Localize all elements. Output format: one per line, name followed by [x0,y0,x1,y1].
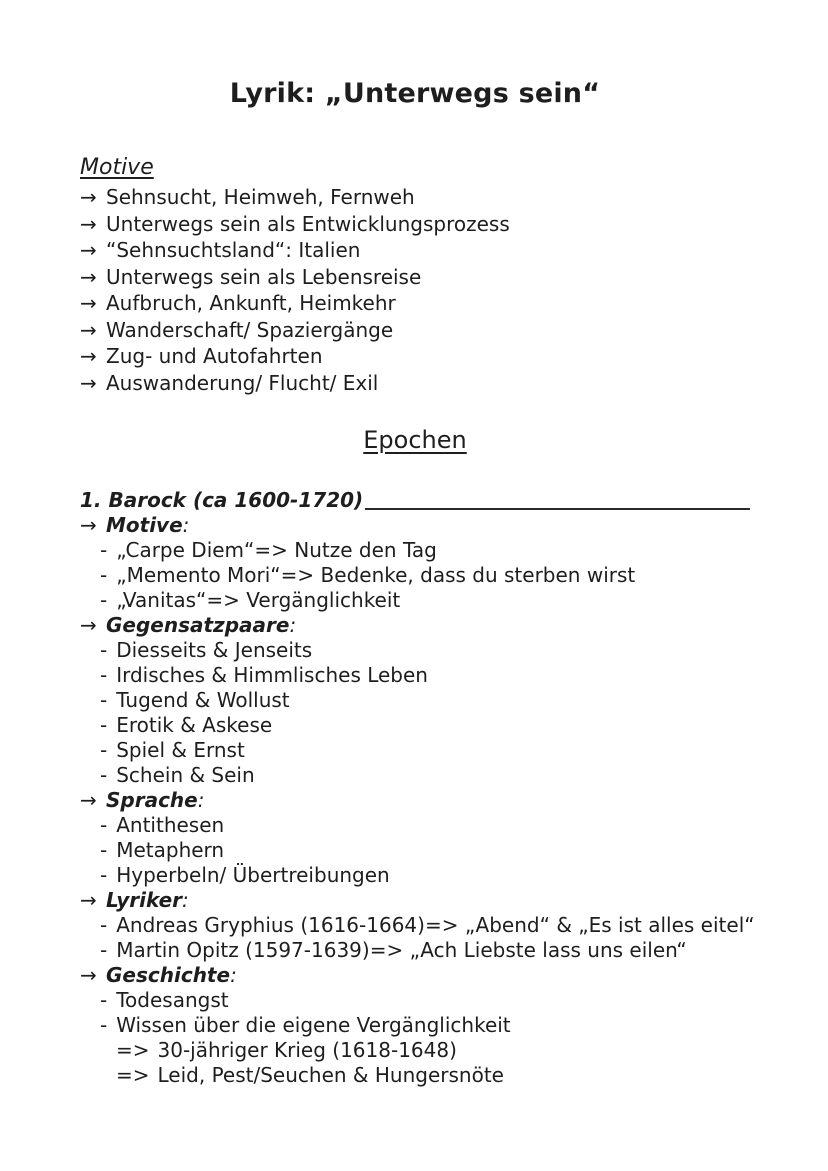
list-item [80,211,750,238]
colon: : [182,888,189,912]
dash-bullet: - [100,813,108,837]
list-item [80,1038,750,1063]
list-item [80,563,750,588]
list-item-text: Zug- und Autofahrten [106,344,323,368]
list-item [80,663,750,688]
arrow-bullet-icon: → [80,888,97,912]
list-item-text: “Sehnsuchtsland“: Italien [106,238,361,262]
dash-bullet: - [100,838,108,862]
list-item-text: 30-jähriger Krieg (1618-1648) [157,1038,457,1062]
dash-bullet: - [100,713,108,737]
arrow-bullet-icon: → [80,613,97,637]
list-item-text: Wissen über die eigene Vergänglichkeit [116,1013,511,1037]
subsection-list-motive [80,538,750,613]
list-item-text: Diesseits & Jenseits [116,638,313,662]
dash-bullet: - [100,763,108,787]
list-item [80,237,750,264]
subsection-heading-geschichte [80,963,750,988]
list-item-text: Unterwegs sein als Entwicklungsprozess [106,211,510,236]
arrow-bullet-icon: → [80,291,97,315]
list-item-text: „Carpe Diem“=> Nutze den Tag [116,538,437,562]
list-item [80,913,755,938]
list-item [80,343,750,370]
list-item-text: Tugend & Wollust [116,688,290,712]
list-item-text: Metaphern [116,838,225,862]
list-item [80,588,750,613]
subsection-label: Geschichte [106,963,231,987]
subsection-label: Lyriker [106,888,183,912]
colon: : [197,788,205,812]
list-item [80,763,750,788]
motive-list [80,184,750,396]
dash-bullet: - [100,563,108,587]
list-item-text: Spiel & Ernst [116,738,245,762]
list-item-text: Leid, Pest/Seuchen & Hungersnöte [157,1063,504,1087]
page-title: Lyrik: „Unterwegs sein“ [229,78,601,109]
era-heading-row [80,488,750,513]
list-item [80,838,750,863]
subsection-heading-sprache [80,788,750,813]
arrow-bullet-icon: → [80,963,97,987]
list-item-text: Hyperbeln/ Übertreibungen [116,863,390,887]
list-item-text: Andreas Gryphius (1616-1664)=> „Abend“ & „Es ist alles eitel“ [116,913,755,937]
arrow-bullet-icon: → [80,788,97,812]
list-item [80,1063,750,1088]
list-item [80,1013,750,1038]
arrow-bullet-icon: → [80,317,97,342]
arrow-bullet-icon: → [80,211,97,236]
subsection-list-sprache [80,813,750,888]
epochen-section-heading: Epochen [363,426,467,454]
dash-bullet: - [100,538,108,562]
subsection-list-gegensatzpaare [80,638,750,788]
list-item [80,638,750,663]
subsection-list-geschichte [80,988,750,1088]
dash-bullet: - [100,913,108,937]
arrow-bullet-icon: → [80,264,97,289]
list-item-text: Aufbruch, Ankunft, Heimkehr [106,291,396,315]
list-item [80,863,750,888]
arrow-bullet-icon: → [80,513,97,537]
subsection-list-lyriker [80,913,755,963]
list-item-text: Unterwegs sein als Lebensreise [106,264,422,289]
list-item-text: Martin Opitz (1597-1639)=> „Ach Liebste lass uns eilen“ [116,938,687,962]
dash-bullet: - [100,1013,108,1037]
dash-bullet: - [100,938,108,962]
subsection-heading-gegensatzpaare [80,613,750,638]
list-item [80,713,750,738]
list-item-text: Wanderschaft/ Spaziergänge [106,317,394,342]
arrow-bullet-icon: → [80,370,97,395]
list-item-text: Erotik & Askese [116,713,273,737]
list-item [80,988,750,1013]
dash-bullet: - [100,663,108,687]
era-title: 1. Barock (ca 1600-1720) [80,488,364,512]
list-item-text: Sehnsucht, Heimweh, Fernweh [106,185,415,209]
list-item [80,813,750,838]
list-item [80,370,750,397]
arrow-bullet-icon: → [80,344,97,368]
list-item [80,184,750,211]
dash-bullet: - [100,738,108,762]
subsection-label: Motive [106,513,183,537]
list-item [80,938,750,963]
list-item-text: Irdisches & Himmlisches Leben [116,663,428,687]
colon: : [289,613,297,637]
list-item [80,738,750,763]
dash-bullet: - [100,588,108,612]
list-item-text: „Memento Mori“=> Bedenke, dass du sterben wirst [116,563,636,587]
dash-bullet: - [100,863,108,887]
dash-bullet: => [116,1038,150,1062]
arrow-bullet-icon: → [80,238,97,262]
dash-bullet: - [100,688,108,712]
subsection-label: Gegensatzpaare [106,613,290,637]
motive-section-heading: Motive [80,155,154,180]
list-item [80,688,750,713]
colon: : [230,963,237,987]
dash-bullet: - [100,638,108,662]
list-item [80,317,750,344]
subsection-heading-motive [80,513,750,538]
list-item-text: Schein & Sein [116,763,255,787]
ruled-line [365,508,750,510]
list-item-text: „Vanitas“=> Vergänglichkeit [116,588,401,612]
colon: : [182,513,190,537]
era-content [80,513,755,1088]
subsection-label: Sprache [106,788,198,812]
subsection-heading-lyriker [80,888,750,913]
list-item [80,538,750,563]
dash-bullet: - [100,988,108,1012]
list-item [80,290,750,317]
list-item-text: Auswanderung/ Flucht/ Exil [106,370,379,395]
dash-bullet: => [116,1063,150,1087]
list-item [80,264,750,291]
list-item-text: Antithesen [116,813,225,837]
arrow-bullet-icon: → [80,185,97,209]
list-item-text: Todesangst [116,988,229,1012]
